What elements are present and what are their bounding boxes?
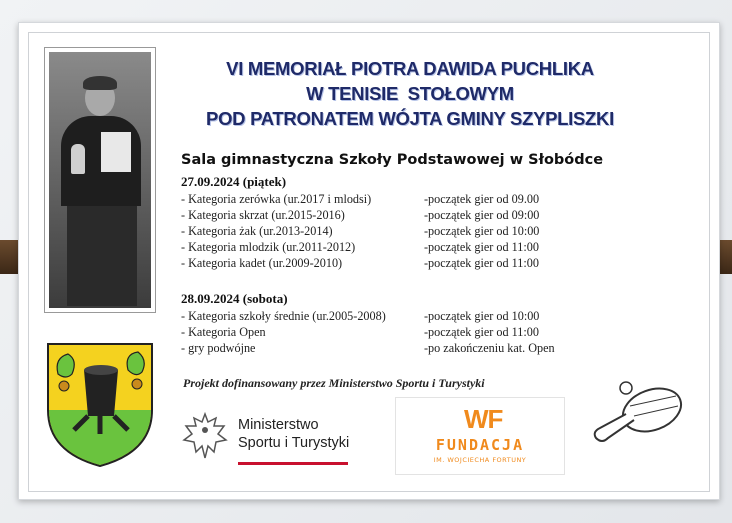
memorial-photo	[44, 47, 156, 313]
foundation-logo	[395, 397, 565, 475]
start-time: -początek gier od 10:00	[424, 224, 540, 238]
start-time: -początek gier od 11:00	[424, 256, 539, 270]
start-time: -początek gier od 10:00	[424, 309, 540, 323]
ministry-line-2: Sportu i Turystyki	[238, 435, 350, 451]
funding-note: Projekt dofinansowany przez Ministerstwo Sportu i Turystyki	[183, 376, 485, 390]
start-time: -początek gier od 11:00	[424, 325, 539, 339]
category: - Kategoria Open	[181, 325, 266, 339]
foundation-subtitle: IM. WOJCIECHA FORTUNY	[433, 456, 527, 464]
category: - Kategoria kadet (ur.2009-2010)	[181, 256, 343, 270]
start-time: -początek gier od 09:00	[424, 208, 540, 222]
title-line-3: POD PATRONATEM WÓJTA GMINY SZYPLISZKI	[206, 108, 614, 129]
ministry-line-1: Ministerstwo	[238, 417, 319, 433]
start-time: -początek gier od 11:00	[424, 240, 539, 254]
ministry-accent-bar	[238, 462, 348, 465]
event-title	[170, 56, 650, 131]
foundation-name: FUNDACJA	[435, 436, 525, 454]
category: - Kategoria skrzat (ur.2015-2016)	[181, 208, 345, 222]
category: - gry podwójne	[181, 341, 256, 355]
title-line-2: W TENISIE STOŁOWYM	[306, 83, 514, 104]
title-line-1: VI MEMORIAŁ PIOTRA DAWIDA PUCHLIKA	[226, 58, 594, 79]
day1-heading: 27.09.2024 (piątek)	[181, 174, 287, 189]
category: - Kategoria szkoły średnie (ur.2005-2008)	[181, 309, 386, 323]
day2-heading: 28.09.2024 (sobota)	[181, 291, 288, 306]
start-time: -po zakończeniu kat. Open	[424, 341, 555, 355]
foundation-mark: WF	[464, 404, 503, 434]
venue: Sala gimnastyczna Szkoły Podstawowej w Słobódce	[181, 152, 604, 168]
ping-pong-paddle-icon	[578, 378, 690, 454]
start-time: -początek gier od 09.00	[424, 192, 540, 206]
eagle-emblem-icon	[180, 408, 230, 466]
category: - Kategoria zerówka (ur.2017 i mlodsi)	[181, 192, 372, 206]
gmina-coat-of-arms	[44, 340, 156, 468]
category: - Kategoria mlodzik (ur.2011-2012)	[181, 240, 356, 254]
ministry-logo	[180, 408, 370, 468]
category: - Kategoria żak (ur.2013-2014)	[181, 224, 333, 238]
